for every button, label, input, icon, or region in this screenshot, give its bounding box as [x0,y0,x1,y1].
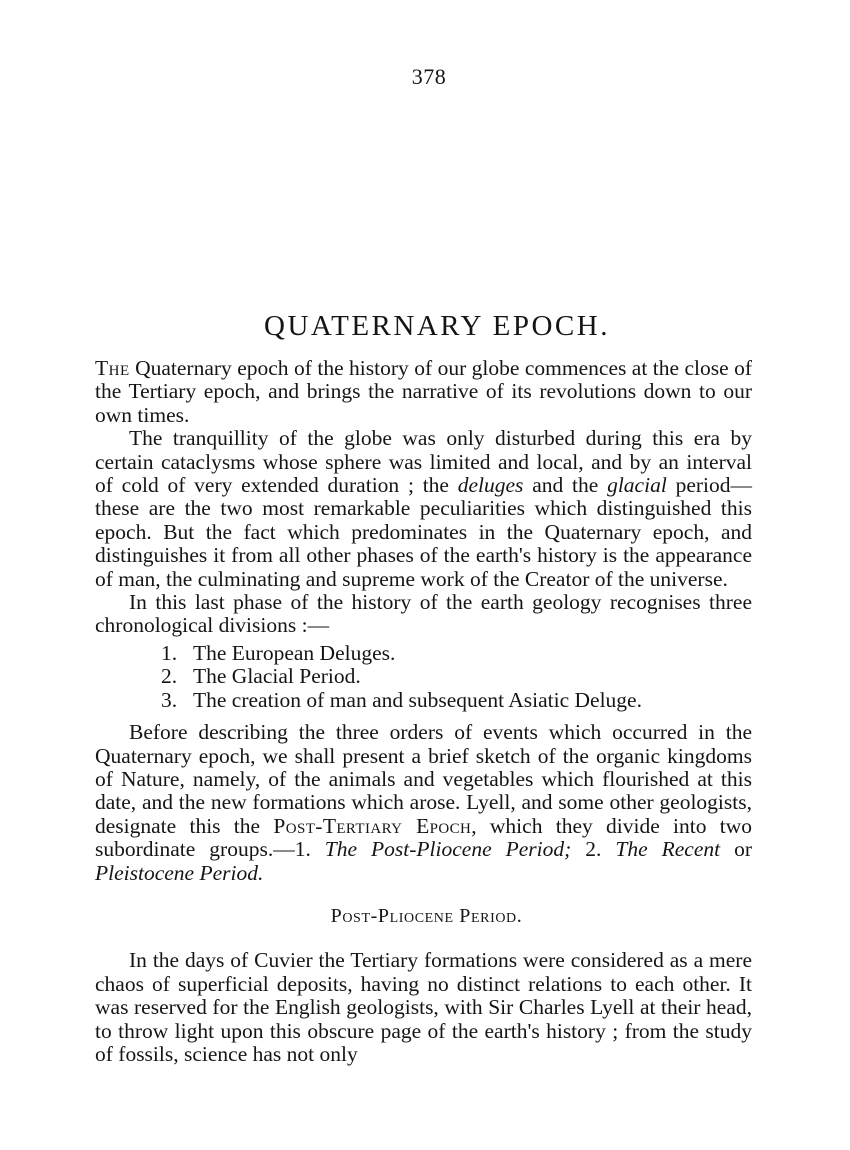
text-span: , which they divide into two subordinate groups.—1. [95,813,753,862]
italic-recent: The Recent [615,837,721,862]
list-item [95,665,752,688]
divisions-list [95,642,752,712]
list-number: 2. [161,664,178,689]
text-span: and the [523,473,608,498]
paragraph-organic-kingdoms [95,721,752,885]
paragraph-tranquillity [95,427,752,591]
text-span: 2. [571,837,616,862]
small-caps-post-tertiary: Post-Tertiary Epoch [273,813,472,838]
text-span: Before describing the three orders of events which occurred in the Quaternary epoch, we shall present a brief sketch of the organic kingdoms of Nature, namely, of the animals and vegetables which flourished at this date, and the new formations which arose. Lyell, and some other geologists, designate this the [95,720,752,838]
list-item [95,642,752,665]
text-span: period—these are the two most remarkable peculiarities which distinguished this epoch. But the fact which predominates in the Quaternary epoch, and distinguishes it from all other phases of the earth's history is the appearance of man, the culminating and supreme work of the Creator of the universe. [95,473,752,591]
italic-post-pliocene: The Post-Pliocene Period; [324,837,572,862]
section-subheading: Post-Pliocene Period. [330,904,523,927]
lead-word: The [95,356,130,380]
paragraph-cuvier: In the days of Cuvier the Tertiary formations were considered as a mere chaos of superficial deposits, having no distinct relations to each other. It was reserved for the English geologists, with Sir Charles Lyell at their head, to throw light upon this obscure page of the earth's history ; from the study of fossils, science has not only [95,948,752,1066]
body-text [95,357,752,1066]
paragraph-divisions-intro: In this last phase of the history of the earth geology recognises three chronological divisions :— [95,590,752,638]
list-text: The European Deluges. [193,640,396,665]
text-span: The tranquillity of the globe was only disturbed during this era by certain cataclysms whose sphere was limited and local, and by an interval of cold of very extended duration ; the [95,426,752,498]
italic-deluges: deluges [457,473,524,498]
page-number: 378 [411,64,447,89]
list-item [95,689,752,712]
italic-pleistocene: Pleistocene Period. [95,860,264,885]
paragraph-intro-text: Quaternary epoch of the history of our globe commences at the close of the Tertiary epoch, and brings the narrative of its revolutions down to our own times. [95,356,752,427]
chapter-title: QUATERNARY EPOCH. [264,310,610,342]
paragraph-intro [95,357,752,427]
italic-glacial: glacial [607,473,667,498]
list-number: 1. [161,640,178,665]
text-span: or [720,837,752,862]
list-text: The Glacial Period. [193,664,361,689]
list-number: 3. [161,687,178,712]
list-text: The creation of man and subsequent Asiatic Deluge. [193,687,642,712]
